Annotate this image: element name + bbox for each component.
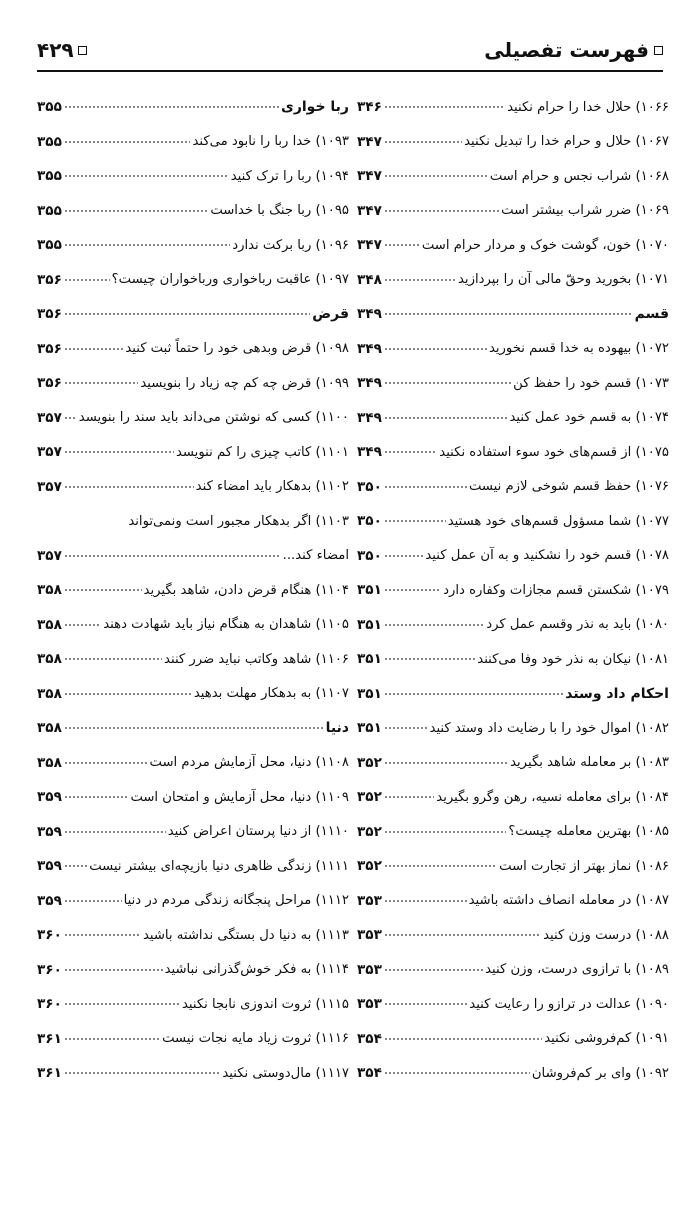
dot-leader [384, 793, 434, 801]
toc-page-number: ۳۵۳ [357, 892, 382, 909]
toc-entry [37, 918, 349, 953]
toc-entry [37, 332, 349, 367]
dot-leader [64, 828, 166, 836]
toc-page-number: ۳۴۹ [357, 444, 382, 461]
toc-page-number: ۳۴۹ [357, 340, 382, 357]
toc-entry-text: ۱۰۸۴) برای معامله نسیه، رهن وگرو بگیرید [436, 789, 669, 805]
toc-entry-text: ۱۰۹۰) عدالت در ترازو را رعایت کنید [469, 996, 669, 1012]
toc-entry-text: ۱۰۷۲) بیهوده به خدا قسم نخورید [488, 341, 669, 357]
page-number: ۴۲۹ [37, 38, 74, 62]
toc-entry-text: ۱۰۸۸) درست وزن کنید [543, 927, 669, 943]
dot-leader [384, 1000, 467, 1008]
dot-leader [384, 276, 456, 284]
toc-page-number: ۳۶۰ [37, 996, 62, 1013]
toc-entry-text: قرض [312, 306, 349, 323]
toc-entry [37, 608, 349, 643]
toc-entry [357, 125, 669, 160]
toc-entry-text: ۱۰۸۹) با ترازوی درست، وزن کنید [485, 962, 669, 978]
toc-entry-text: احکام داد وستد [565, 685, 669, 702]
dot-leader [64, 759, 148, 767]
toc-page-number: ۳۵۸ [37, 754, 62, 771]
dot-leader [384, 724, 428, 732]
toc-page-number: ۳۵۱ [357, 616, 382, 633]
toc-page-number: ۳۵۹ [37, 789, 62, 806]
toc-entry [37, 194, 349, 229]
toc-entry [37, 987, 349, 1022]
dot-leader [64, 172, 229, 180]
toc-entry-text: ۱۱۰۵) شاهدان به هنگام نیاز باید شهادت دهند [103, 617, 349, 633]
toc-page-number: ۳۴۹ [357, 375, 382, 392]
dot-leader [64, 483, 194, 491]
toc-entry [37, 1056, 349, 1091]
toc-entry [37, 125, 349, 160]
toc-page-number: ۳۵۰ [357, 513, 382, 530]
toc-entry-text: ۱۰۷۸) قسم خود را نشکنید و به آن عمل کنید [425, 548, 669, 564]
toc-page-number: ۳۵۶ [37, 271, 62, 288]
header-rule [37, 70, 663, 72]
toc-entry [357, 884, 669, 919]
toc-page-number: ۳۶۱ [37, 1030, 62, 1047]
toc-entry-text: ۱۱۱۱) زندگی ظاهری دنیا بازیچه‌ای بیشتر نیست [89, 858, 349, 874]
toc-entry [37, 573, 349, 608]
dot-leader [64, 586, 142, 594]
toc-entry [357, 159, 669, 194]
toc-entry-text: ۱۰۹۸) قرض وبدهی خود را حتماً ثبت کنید [125, 341, 349, 357]
toc-page-number: ۳۵۱ [357, 582, 382, 599]
toc-entry-text: ۱۰۶۸) شراب نجس و حرام است [489, 168, 669, 184]
toc-section-heading [37, 297, 349, 332]
square-bullet-icon [78, 46, 87, 55]
toc-column-left [37, 90, 349, 1091]
dot-leader [384, 690, 563, 698]
dot-leader [64, 793, 129, 801]
dot-leader [384, 862, 497, 870]
dot-leader [384, 1069, 530, 1077]
dot-leader [384, 586, 441, 594]
toc-page-number: ۳۵۷ [37, 444, 62, 461]
toc-entry-text: ۱۰۷۹) شکستن قسم مجازات وکفاره دارد [443, 582, 669, 598]
toc-entry-text: ۱۰۸۶) نماز بهتر از تجارت است [499, 858, 669, 874]
toc-entry-text: ۱۰۷۵) از قسم‌های خود سوء استفاده نکنید [439, 444, 669, 460]
dot-leader [64, 414, 77, 422]
toc-page-number: ۳۵۲ [357, 754, 382, 771]
toc-entry-text: ۱۱۰۱) کاتب چیزی را کم ننویسد [175, 444, 349, 460]
toc-entry-text: ربا خواری [280, 99, 349, 116]
toc-section-heading [357, 297, 669, 332]
dot-leader [64, 103, 279, 111]
toc-entry-text: ۱۰۷۰) خون، گوشت خوک و مردار حرام است [421, 237, 669, 253]
dot-leader [64, 310, 310, 318]
toc-page-number: ۳۵۷ [37, 409, 62, 426]
dot-leader [64, 655, 162, 663]
toc-entry [37, 780, 349, 815]
toc-page-number: ۳۵۳ [357, 927, 382, 944]
toc-page-number: ۳۵۰ [357, 547, 382, 564]
toc-page-number: ۳۵۵ [37, 99, 62, 116]
dot-leader [384, 345, 487, 353]
toc-entry [357, 711, 669, 746]
toc-page-number: ۳۵۴ [357, 1030, 382, 1047]
toc-entry-text: ۱۰۹۵) ربا جنگ با خداست [210, 203, 349, 219]
toc-page-number: ۳۵۲ [357, 823, 382, 840]
toc-entry-text: ۱۱۱۶) ثروت زیاد مایه نجات نیست [162, 1031, 349, 1047]
toc-entry [37, 1022, 349, 1057]
dot-leader [64, 241, 230, 249]
toc-page-number: ۳۶۰ [37, 961, 62, 978]
toc-entry-text: ۱۱۱۰) از دنیا پرستان اعراض کنید [167, 824, 349, 840]
toc-entry [37, 677, 349, 712]
toc-entry [357, 987, 669, 1022]
toc-page-number: ۳۵۷ [37, 478, 62, 495]
dot-leader [64, 1035, 160, 1043]
toc-page-number: ۳۵۹ [37, 823, 62, 840]
toc-section-heading [37, 711, 349, 746]
page-number-group [37, 38, 87, 62]
toc-entry [357, 90, 669, 125]
toc-entry-text: ۱۰۹۲) وای بر کم‌فروشان [531, 1065, 669, 1081]
dot-leader [64, 1069, 220, 1077]
dot-leader [384, 517, 446, 525]
toc-entry-text: ۱۱۱۷) مال‌دوستی نکنید [222, 1065, 349, 1081]
dot-leader [384, 552, 423, 560]
toc-page-number: ۳۴۷ [357, 168, 382, 185]
toc-entry-text: ۱۰۹۱) کم‌فروشی نکنید [544, 1031, 669, 1047]
toc-entry [37, 642, 349, 677]
toc-page-number: ۳۵۲ [357, 789, 382, 806]
toc-entry-text: ۱۰۹۶) ربا برکت ندارد [232, 237, 349, 253]
toc-page-number: ۳۵۵ [37, 237, 62, 254]
header-title-group [484, 38, 663, 62]
toc-page-number: ۳۵۸ [37, 616, 62, 633]
toc-entry-text: ۱۱۱۳) به دنیا دل بستگی نداشته باشید [142, 927, 349, 943]
toc-entry [357, 746, 669, 781]
toc-column-right [357, 90, 669, 1091]
toc-page-number: ۳۵۵ [37, 168, 62, 185]
toc-page-number: ۳۵۶ [37, 306, 62, 323]
toc-entry [37, 746, 349, 781]
toc-entry [357, 504, 669, 539]
dot-leader [64, 207, 208, 215]
toc-entry [357, 642, 669, 677]
toc-entry [37, 504, 349, 539]
toc-entry-text: ۱۱۰۸) دنیا، محل آزمایش مردم است [149, 755, 349, 771]
toc-entry [357, 194, 669, 229]
toc-entry-text: ۱۰۷۱) بخورید وحقّ مالی آن را بپردازید [457, 272, 669, 288]
toc-entry [357, 435, 669, 470]
dot-leader [384, 241, 420, 249]
dot-leader [384, 310, 633, 318]
dot-leader [64, 138, 191, 146]
toc-page-number: ۳۴۷ [357, 237, 382, 254]
dot-leader [64, 448, 174, 456]
toc-entry [357, 918, 669, 953]
dot-leader [384, 621, 484, 629]
toc-page-number: ۳۵۵ [37, 133, 62, 150]
toc-entry [37, 401, 349, 436]
toc-entry [37, 366, 349, 401]
toc-page-number: ۳۵۱ [357, 720, 382, 737]
toc-entry-text: ۱۱۱۴) به فکر خوش‌گذرانی نباشید [164, 962, 349, 978]
toc-entry-text: ۱۱۱۲) مراحل پنجگانه زندگی مردم در دنیا [123, 893, 349, 909]
toc-entry-text: ۱۰۷۳) قسم خود را حفظ کن [513, 375, 669, 391]
dot-leader [384, 172, 488, 180]
dot-leader [384, 931, 541, 939]
toc-page-number: ۳۵۲ [357, 858, 382, 875]
page-header [37, 38, 663, 68]
toc-page-number: ۳۵۹ [37, 892, 62, 909]
toc-entry-text: امضاء کند... [282, 548, 349, 564]
toc-entry [357, 228, 669, 263]
toc-entry [357, 401, 669, 436]
toc-entry [37, 884, 349, 919]
dot-leader [64, 690, 192, 698]
toc-page-number: ۳۵۸ [37, 651, 62, 668]
toc-page-number: ۳۵۳ [357, 996, 382, 1013]
toc-entry-text: ۱۰۸۵) بهترین معامله چیست؟ [508, 824, 669, 840]
dot-leader [64, 931, 141, 939]
dot-leader [64, 276, 110, 284]
dot-leader [64, 1000, 180, 1008]
toc-entry [357, 608, 669, 643]
toc-entry-text: ۱۰۶۹) ضرر شراب بیشتر است [501, 203, 669, 219]
toc-page-number: ۳۵۱ [357, 685, 382, 702]
toc-entry [37, 539, 349, 574]
toc-entry-text: ۱۰۸۳) بر معامله شاهد بگیرید [510, 755, 669, 771]
toc-entry-text: ۱۱۰۶) شاهد وکاتب نباید ضرر کنند [164, 651, 349, 667]
toc-entry-text: ۱۰۹۳) خدا ربا را نابود می‌کند [192, 134, 349, 150]
toc-page-number: ۳۵۸ [37, 582, 62, 599]
toc-entry-text: ۱۰۸۷) در معامله انصاف داشته باشید [468, 893, 669, 909]
dot-leader [384, 379, 511, 387]
dot-leader [384, 103, 505, 111]
toc-entry-text: ۱۱۰۷) به بدهکار مهلت بدهید [193, 686, 349, 702]
square-bullet-icon [654, 46, 663, 55]
toc-entry-text: دنیا [325, 720, 349, 737]
toc-entry-text: ۱۰۹۴) ربا را ترک کنید [230, 168, 349, 184]
toc-entry [357, 780, 669, 815]
toc-entry-text: ۱۰۹۹) قرض چه کم چه زیاد را بنویسید [140, 375, 349, 391]
toc-entry [357, 539, 669, 574]
toc-entry [37, 849, 349, 884]
dot-leader [64, 724, 324, 732]
toc-entry [357, 332, 669, 367]
toc-page-number: ۳۵۷ [37, 547, 62, 564]
dot-leader [384, 138, 462, 146]
toc-entry [37, 815, 349, 850]
toc-entry-text: قسم [634, 306, 669, 323]
dot-leader [384, 966, 483, 974]
toc-entry [357, 849, 669, 884]
toc-entry-text: ۱۰۷۶) حفظ قسم شوخی لازم نیست [468, 479, 669, 495]
toc-entry [357, 470, 669, 505]
toc-page-number: ۳۵۸ [37, 685, 62, 702]
toc-entry-text: ۱۱۱۵) ثروت اندوزی نابجا نکنید [181, 996, 349, 1012]
toc-entry-text: ۱۰۶۷) حلال و حرام خدا را تبدیل نکنید [464, 134, 669, 150]
toc-page-number: ۳۵۳ [357, 961, 382, 978]
toc-entry-text: ۱۰۸۱) نیکان به نذر خود وفا می‌کنند [477, 651, 669, 667]
toc-entry-text: ۱۰۷۴) به قسم خود عمل کنید [509, 410, 669, 426]
toc-entry-text: ۱۰۸۲) اموال خود را با رضایت داد وستد کنید [429, 720, 669, 736]
toc-entry-text: ۱۱۰۹) دنیا، محل آزمایش و امتحان است [130, 789, 349, 805]
dot-leader [384, 207, 499, 215]
toc-page-number: ۳۵۸ [37, 720, 62, 737]
toc-page-number: ۳۴۹ [357, 409, 382, 426]
toc-page-number: ۳۵۹ [37, 858, 62, 875]
toc-entry [37, 435, 349, 470]
dot-leader [384, 759, 508, 767]
toc-section-heading [37, 90, 349, 125]
toc-page-number: ۳۵۴ [357, 1065, 382, 1082]
toc-entry-text: ۱۱۰۳) اگر بدهکار مجبور است ونمی‌تواند [128, 513, 349, 529]
dot-leader [64, 897, 122, 905]
toc-entry [37, 953, 349, 988]
toc-page-number: ۳۴۶ [357, 99, 382, 116]
toc-page-number: ۳۶۱ [37, 1065, 62, 1082]
toc-entry-text: ۱۰۶۶) حلال خدا را حرام نکنید [507, 99, 669, 115]
dot-leader [64, 862, 87, 870]
toc-entry-text: ۱۰۸۰) باید به نذر وقسم عمل کرد [486, 617, 669, 633]
toc-page-number: ۳۴۹ [357, 306, 382, 323]
toc-page-number: ۳۵۱ [357, 651, 382, 668]
toc-entry [37, 470, 349, 505]
page-title: فهرست تفصیلی [484, 38, 649, 62]
toc-page-number: ۳۴۷ [357, 202, 382, 219]
dot-leader [64, 966, 163, 974]
dot-leader [384, 448, 437, 456]
dot-leader [384, 483, 467, 491]
toc-entry-text: ۱۱۰۰) کسی که نوشتن می‌داند باید سند را بنویسد [78, 410, 349, 426]
toc-page-number: ۳۵۶ [37, 375, 62, 392]
toc-entry-text: ۱۰۹۷) عاقبت رباخواری ورباخواران چیست؟ [111, 272, 349, 288]
toc-entry [37, 159, 349, 194]
toc-entry [357, 953, 669, 988]
dot-leader [384, 414, 508, 422]
toc-entry [357, 573, 669, 608]
toc-page-number: ۳۴۸ [357, 271, 382, 288]
toc-entry [357, 263, 669, 298]
toc-entry-text: ۱۱۰۲) بدهکار باید امضاء کند [195, 479, 349, 495]
toc-entry [37, 263, 349, 298]
dot-leader [384, 828, 507, 836]
dot-leader [64, 621, 101, 629]
dot-leader [384, 1035, 542, 1043]
dot-leader [384, 897, 467, 905]
toc-page-number: ۳۵۰ [357, 478, 382, 495]
toc-page-number: ۳۵۶ [37, 340, 62, 357]
toc-entry [357, 366, 669, 401]
toc-entry [357, 815, 669, 850]
dot-leader [64, 379, 138, 387]
toc-entry [37, 228, 349, 263]
toc-entry [357, 1056, 669, 1091]
toc-entry-text: ۱۱۰۴) هنگام قرض دادن، شاهد بگیرید [143, 582, 349, 598]
dot-leader [64, 345, 123, 353]
toc-entry [357, 1022, 669, 1057]
dot-leader [64, 552, 281, 560]
dot-leader [384, 655, 475, 663]
toc-page-number: ۳۴۷ [357, 133, 382, 150]
toc-entry-text: ۱۰۷۷) شما مسؤول قسم‌های خود هستید [447, 513, 669, 529]
toc-section-heading [357, 677, 669, 712]
toc-page-number: ۳۵۵ [37, 202, 62, 219]
toc-page-number: ۳۶۰ [37, 927, 62, 944]
